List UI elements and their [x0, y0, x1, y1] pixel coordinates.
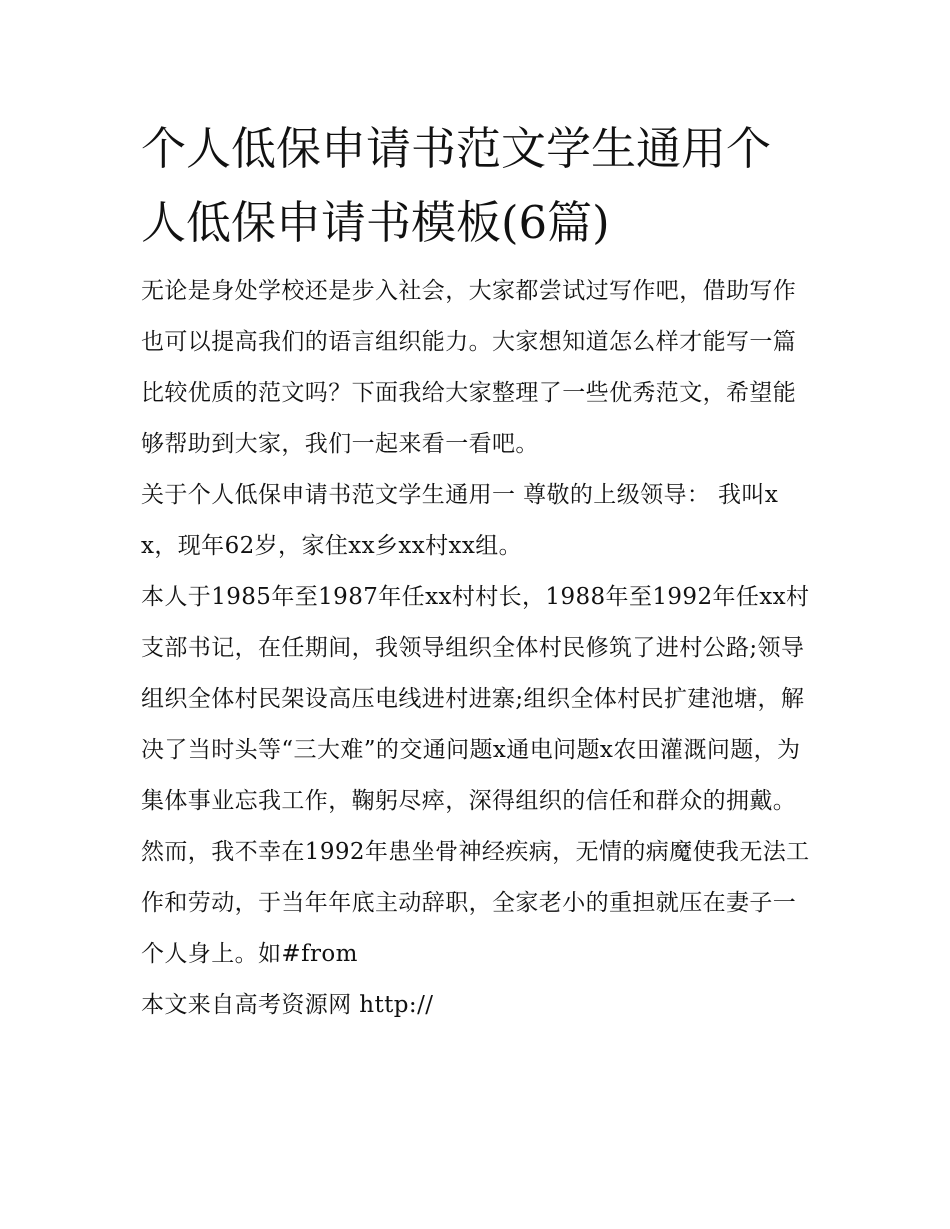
document-title: 个人低保申请书范文学生通用个人低保申请书模板(6篇): [141, 122, 772, 249]
source-paragraph: 本文来自高考资源网 http://: [141, 992, 434, 1018]
intro-paragraph: 无论是身处学校还是步入社会，大家都尝试过写作吧，借助写作也可以提高我们的语言组织能力。大家想知道怎么样才能写一篇比较优质的范文吗？下面我给大家整理了一些优秀范文，希望能够帮助到大家，我们一起来看一看吧。: [141, 278, 797, 457]
document-page: [141, 112, 813, 1031]
salutation-paragraph: 关于个人低保申请书范文学生通用一 尊敬的上级领导： 我叫xx，现年62岁，家住xx乡xx村xx组。: [141, 482, 779, 559]
work-history-paragraph: 本人于1985年至1987年任xx村村长，1988年至1992年任xx村支部书记，在任期间，我领导组织全体村民修筑了进村公路;领导组织全体村民架设高压电线进村进寨;组织全体村民扩建池塘，解决了当时头等“三大难”的交通问题x通电问题x农田灌溉问题，为集体事业忘我工作，鞠躬尽瘁，深得组织的信任和群众的拥戴。: [141, 584, 810, 814]
illness-paragraph: 然而，我不幸在1992年患坐骨神经疾病，无情的病魔使我无法工作和劳动，于当年年底主动辞职，全家老小的重担就压在妻子一个人身上。如#from: [141, 839, 810, 967]
